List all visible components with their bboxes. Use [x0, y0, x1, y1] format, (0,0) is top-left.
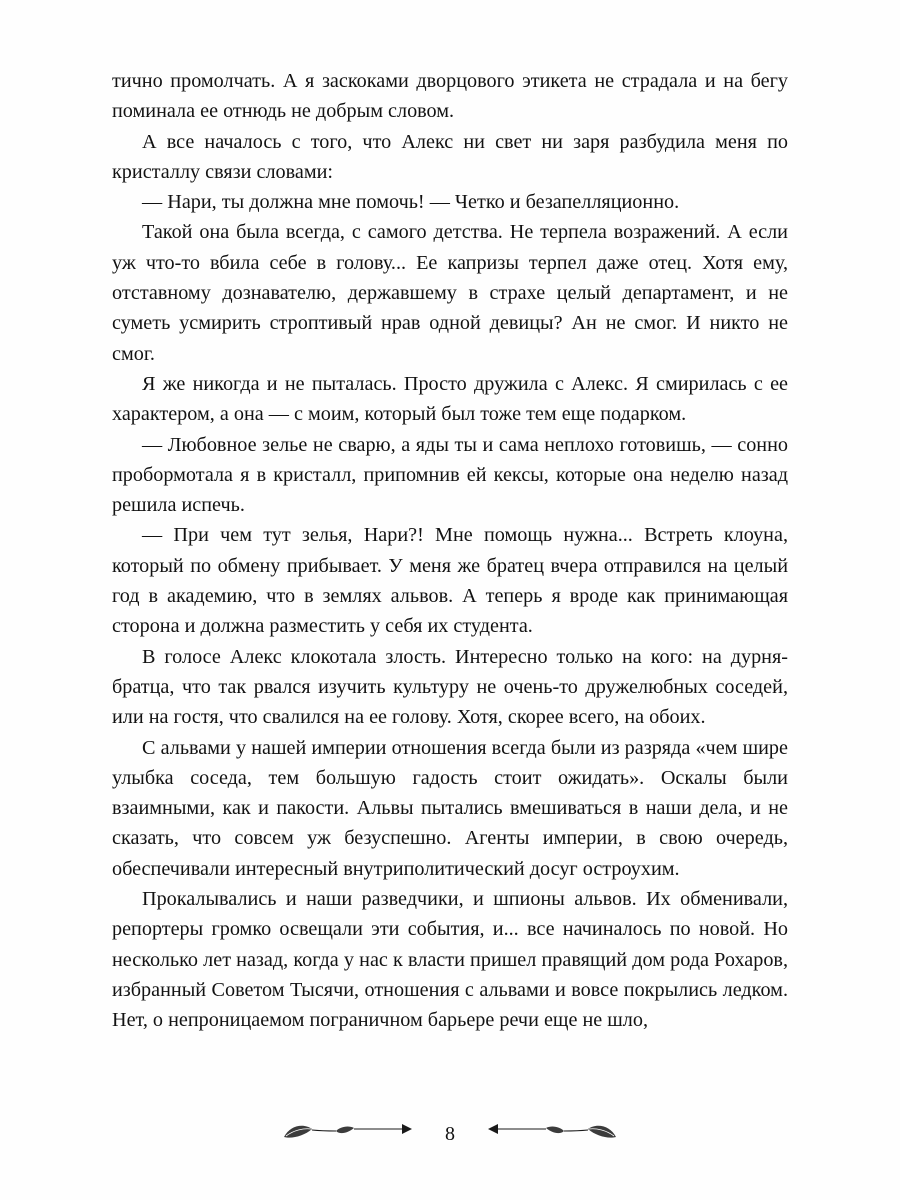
paragraph: тично промолчать. А я заскоками дворцового этикета не страдала и на бегу поминала ее отнюдь не добрым словом.	[112, 70, 788, 123]
paragraph: Я же никогда и не пыталась. Просто дружила с Алекс. Я смирилась с ее характером, а она — с моим, который был тоже тем еще подарком.	[112, 372, 788, 426]
feather-arrow-ornament-right	[482, 1119, 622, 1150]
feather-arrow-ornament-left	[278, 1119, 418, 1150]
page-number: 8	[445, 1122, 455, 1145]
paragraph: В голосе Алекс клокотала злость. Интересно только на кого: на дурня-братца, что так рвался изучить культуру не очень-то дружелюбных соседей, или на гостя, что свалился на ее голову. Хотя, скорее всего, на обоих.	[112, 645, 788, 729]
page-footer	[0, 1114, 900, 1154]
paragraph: — Нари, ты должна мне помочь! — Четко и безапелляционно.	[142, 191, 680, 214]
paragraph: Такой она была всегда, с самого детства. Не терпела возражений. А если уж что-то вбила себе в голову... Ее капризы терпел даже отец. Хотя ему, отставному дознавателю, державшему в страхе целый департамент, и не суметь усмирить строптивый нрав одной девицы? Ан не смог. И никто не смог.	[112, 221, 788, 365]
paragraph: А все началось с того, что Алекс ни свет ни заря разбудила меня по кристаллу связи словами:	[112, 130, 788, 183]
paragraph: — Любовное зелье не сварю, а яды ты и сама неплохо готовишь, — сонно пробормотала я в кристалл, припомнив ей кексы, которые она неделю назад решила испечь.	[112, 433, 788, 517]
page-text-body	[112, 66, 788, 1036]
paragraph: — При чем тут зелья, Нари?! Мне помощь нужна... Встреть клоуна, который по обмену прибывает. У меня же братец вчера отправился на целый год в академию, что в землях альвов. А теперь я вроде как принимающая сторона и должна разместить у себя их студента.	[112, 524, 788, 638]
paragraph: С альвами у нашей империи отношения всегда были из разряда «чем шире улыбка соседа, тем большую гадость стоит ожидать». Оскалы были взаимными, как и пакости. Альвы пытались вмешиваться в наши дела, и не сказать, что совсем уж безуспешно. Агенты империи, в свою очередь, обеспечивали интересный внутриполитический досуг остроухим.	[112, 736, 788, 880]
paragraph: Прокалывались и наши разведчики, и шпионы альвов. Их обменивали, репортеры громко освещали эти события, и... все начиналось по новой. Но несколько лет назад, когда у нас к власти пришел правящий дом рода Рохаров, избранный Советом Тысячи, отношения с альвами и вовсе покрылись ледком. Нет, о непроницаемом пограничном барьере речи еще не шло,	[112, 888, 788, 1032]
